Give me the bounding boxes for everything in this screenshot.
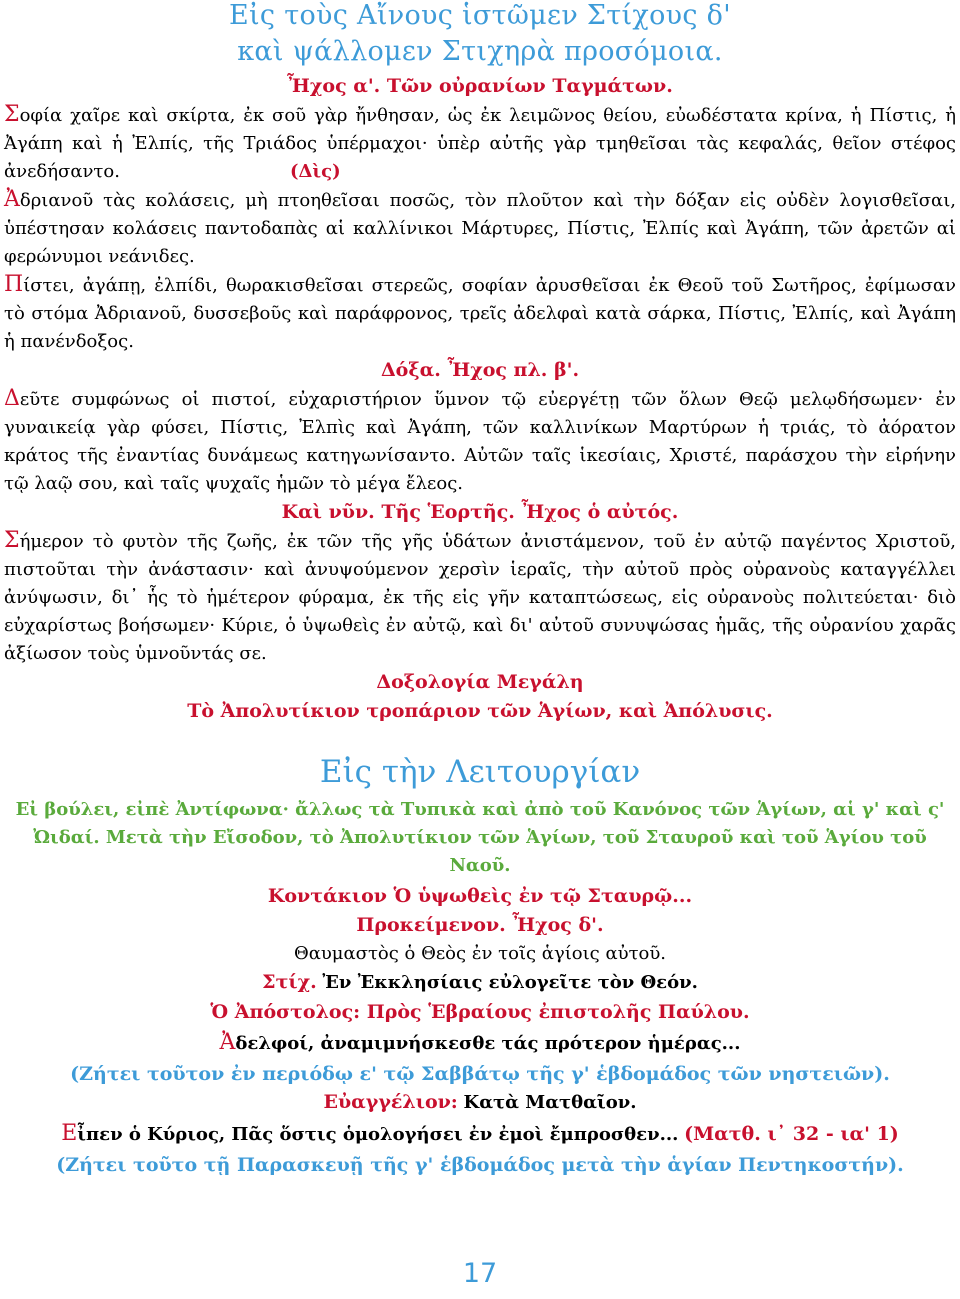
section-title-line2: καὶ ψάλλομεν Στιχηρὰ προσόμοια.: [237, 36, 723, 67]
drop-initial: Σ: [4, 528, 20, 553]
stichos-line: [0, 968, 960, 998]
section-title-line1: Εἰς τοὺς Αἴνους ἱστῶμεν Στίχους δ': [229, 0, 731, 31]
apolytikion-heading: Τὸ Ἀπολυτίκιον τροπάριον τῶν Ἁγίων, καὶ Ἀπόλυσις.: [187, 700, 773, 722]
doxa-heading: Δόξα. Ἦχος πλ. β'.: [380, 359, 580, 381]
spacer: [0, 726, 960, 752]
drop-initial: Ἀ: [219, 1030, 236, 1055]
gospel-text: ἶπεν ὁ Κύριος, Πᾶς ὅστις ὁμολογήσει ἐν ἐμοὶ ἔμπροσθεν...: [77, 1124, 679, 1145]
echos-heading: Ἦχος α'. Τῶν οὐρανίων Ταγμάτων.: [287, 75, 673, 97]
gospel-reference: (Ζήτει τοῦτο τῇ Παρασκευῇ τῆς γ' ἑβδομάδος μετὰ τὴν ἁγίαν Πεντηκοστήν).: [56, 1154, 904, 1176]
feast-hymn-text: ήμερον τὸ φυτὸν τῆς ζωῆς, ἐκ τῶν τῆς γῆς ὑδάτων ἀνιστάμενον, τοῦ ἐν αὐτῷ παγέντος Χριστοῦ, πιστοῦται τὴν ἀνάστασιν· καὶ ἀνυψούμενον χερσὶν ἱεραῖς, τὴν αὐτοῦ πρὸς οὐρανοὺς καταγγέλλει ἀνύψωσιν, δι᾽ ἧς τὸ ἡμέτερον φύραμα, ἐκ τῆς εἰς γῆν καταπτώσεως, εἰς οὐρανοὺς πολιτεύεται· διὸ εὐχαρίστως βοήσωμεν· Κύριε, ὁ ὑψωθεὶς ἐν αὐτῷ, καὶ δι' αὐτοῦ συνυψώσας ἡμᾶς, τῆς οὐρανίου χαρᾶς ἀξίωσον τοὺς ὑμνοῦντάς σε.: [4, 531, 956, 664]
page-number: 17: [462, 1258, 498, 1289]
sticheron-text: δριανοῦ τὰς κολάσεις, μὴ πτοηθεῖσαι ποσῶς, τὸν πλοῦτον καὶ τὴν δόξαν εἰς οὐδὲν λογισθεῖσαι, ὑπέστησαν κολάσεις παντοδαπὰς αἱ καλλίνικοι Μάρτυρες, Πίστις, Ἐλπίς καὶ Ἀγάπη, τῶν ἀρετῶν αἱ φερώνυμοι νεάνιδες.: [4, 190, 956, 267]
doxology-heading: Δοξολογία Μεγάλη: [376, 671, 584, 693]
apostle-heading: Ὁ Ἀπόστολος: Πρὸς Ἑβραίους ἐπιστολῆς Παύλου.: [210, 1001, 750, 1023]
kontakion-heading: Κοντάκιον Ὁ ὑψωθεὶς ἐν τῷ Σταυρῷ...: [267, 885, 693, 907]
prokeimenon-heading: Προκείμενον. Ἦχος δ'.: [356, 914, 604, 936]
gospel-citation: (Ματθ. ι᾽ 32 - ια' 1): [684, 1123, 899, 1145]
drop-initial: Π: [4, 272, 24, 297]
drop-initial: Δ: [4, 386, 20, 411]
gospel-incipit: [0, 1118, 960, 1151]
drop-initial: Σ: [4, 102, 20, 127]
drop-initial: Ἀ: [4, 187, 20, 212]
apostle-incipit: [0, 1027, 960, 1060]
gospel-line: [0, 1088, 960, 1118]
doxa-hymn: [4, 385, 956, 498]
gospel-book: Κατὰ Ματθαῖον.: [463, 1092, 637, 1113]
sticheron-1: [4, 101, 956, 186]
doxa-hymn-text: εῦτε συμφώνως οἱ πιστοί, εὐχαριστήριον ὕμνον τῷ εὐεργέτῃ τῶν ὅλων Θεῷ μελῳδήσωμεν· ἐν γυναικείᾳ γὰρ φύσει, Πίστις, Ἐλπὶς καὶ Ἀγάπη, τῶν καλλινίκων Μαρτύρων ἡ τριάς, τὸ ἀόρατον κράτος τῆς ἐναντίας δυνάμεως κατηγωνίσαντο. Αὐτῶν ταῖς ἱκεσίαις, Χριστέ, παράσχου τὴν εἰρήνην τῷ λαῷ σου, καὶ ταῖς ψυχαῖς ἡμῶν τὸ μέγα ἔλεος.: [4, 389, 956, 494]
drop-initial: Ε: [61, 1121, 78, 1146]
liturgy-title: Εἰς τὴν Λειτουργίαν: [319, 754, 641, 790]
kai-nyn-heading: Καὶ νῦν. Τῆς Ἑορτῆς. Ἦχος ὁ αὐτός.: [281, 501, 679, 523]
stichos-text: Ἐν Ἐκκλησίαις εὐλογεῖτε τὸν Θεόν.: [322, 972, 698, 993]
sticheron-3: [4, 271, 956, 356]
gospel-label: Εὐαγγέλιον:: [323, 1091, 458, 1113]
repeat-note: (Δὶς): [289, 161, 341, 182]
prokeimenon-text: Θαυμαστὸς ὁ Θεὸς ἐν τοῖς ἁγίοις αὐτοῦ.: [293, 943, 667, 964]
feast-hymn: [4, 527, 956, 668]
apostle-reference: (Ζήτει τοῦτον ἐν περιόδῳ ε' τῷ Σαββάτῳ τῆς γ' ἑβδομάδος τῶν νηστειῶν).: [70, 1063, 890, 1085]
sticheron-text: οφία χαῖρε καὶ σκίρτα, ἐκ σοῦ γὰρ ἤνθησαν, ὡς ἐκ λειμῶνος θείου, εὐωδέστατα κρίνα, ἡ Πίστις, ἡ Ἀγάπη καὶ ἡ Ἐλπίς, τῆς Τριάδος ὑπέρμαχοι· ὑπὲρ αὐτῆς γὰρ τμηθεῖσαι τὰς κεφαλάς, θεῖον στέφος ἀνεδήσαντο.: [4, 105, 956, 182]
sticheron-2: [4, 186, 956, 271]
apostle-text: δελφοί, ἀναμιμνήσκεσθε τάς πρότερον ἡμέρας...: [235, 1033, 741, 1054]
sticheron-text: ίστει, ἀγάπῃ, ἐλπίδι, θωρακισθεῖσαι στερεῶς, σοφίαν ἀρυσθεῖσαι ἐκ Θεοῦ τοῦ Σωτῆρος, ἐφίμωσαν τὸ στόμα Ἀδριανοῦ, δυσσεβοῦς καὶ παράφρονος, τρεῖς ἀδελφαὶ κατὰ σάρκα, Πίστις, Ἐλπίς, καὶ Ἀγάπη ἡ πανένδοξος.: [4, 275, 956, 352]
antiphona-rubric: Εἰ βούλει, εἰπὲ Ἀντίφωνα· ἄλλως τὰ Τυπικὰ καὶ ἀπὸ τοῦ Κανόνος τῶν Ἁγίων, αἱ γ' καὶ ς' Ὠιδαί. Μετὰ τὴν Εἴσοδον, τὸ Ἀπολυτίκιον τῶν Ἁγίων, τοῦ Σταυροῦ καὶ τοῦ Ἁγίου τοῦ Ναοῦ.: [15, 799, 945, 876]
stichos-label: Στίχ.: [262, 971, 317, 993]
